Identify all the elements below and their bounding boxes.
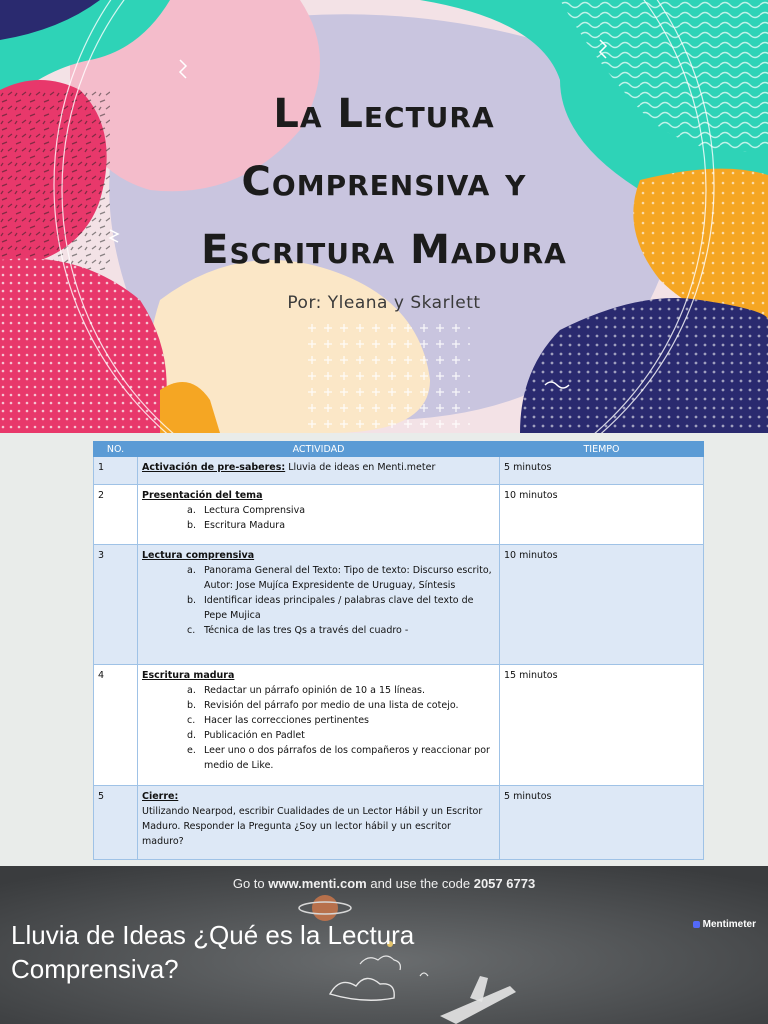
step-marker: e. [187,745,196,756]
step-text: Identificar ideas principales / palabras clave del texto de Pepe Mujica [204,595,474,621]
step-text: Lectura Comprensiva [204,505,306,516]
step-text: Leer uno o dos párrafos de los compañeros y reaccionar por medio de Like. [204,745,490,771]
activity-step [187,518,495,533]
activity-steps [142,683,495,773]
step-text: Redactar un párrafo opinión de 10 a 15 líneas. [204,685,426,696]
mentimeter-brand [693,919,756,930]
row-number: 1 [94,457,138,485]
activity-step [187,698,495,713]
step-marker: b. [187,595,197,606]
row-time: 15 minutos [500,665,704,786]
activity-step [187,563,495,593]
mentimeter-brand-label: Mentimeter [702,919,756,930]
activity-step [187,728,495,743]
title-line-1: La Lectura [273,91,495,137]
row-time: 5 minutos [500,786,704,860]
row-number: 2 [94,485,138,545]
step-marker: a. [187,505,196,516]
row-number: 4 [94,665,138,786]
menti-url-link[interactable]: www.menti.com [268,876,367,891]
row-activity [138,457,500,485]
step-text: Publicación en Padlet [204,730,305,741]
row-time: 10 minutos [500,545,704,665]
goto-middle: and use the code [366,876,474,891]
lesson-plan-table [93,441,704,860]
row-time: 5 minutos [500,457,704,485]
row-number: 5 [94,786,138,860]
activity-step [187,503,495,518]
step-text: Hacer las correcciones pertinentes [204,715,369,726]
join-instructions [0,876,768,891]
activity-title: Lectura comprensiva [142,550,255,561]
step-marker: c. [187,715,196,726]
table-row [94,485,704,545]
activity-title: Activación de pre-saberes: [142,462,286,473]
activity-steps [142,503,495,533]
activity-step [187,683,495,698]
row-number: 3 [94,545,138,665]
title-line-3: Escritura Madura [201,227,567,273]
mentimeter-logo-icon [693,921,700,928]
step-text: Escritura Madura [204,520,286,531]
activity-title: Cierre: [142,791,179,802]
step-marker: a. [187,685,196,696]
activity-text: Lluvia de ideas en Menti.meter [285,462,436,473]
row-time: 10 minutos [500,485,704,545]
mentimeter-slide [0,866,768,1024]
activity-step [187,623,495,638]
step-text: Técnica de las tres Qs a través del cuadro - [204,625,409,636]
header-tiempo: TIEMPO [500,442,704,457]
step-marker: d. [187,730,197,741]
table-row [94,665,704,786]
table-body [94,457,704,860]
activity-steps [142,563,495,638]
table-row [94,457,704,485]
step-marker: a. [187,565,196,576]
step-text: Panorama General del Texto: Tipo de texto: Discurso escrito, Autor: Jose Mujíca Expresidente de Uruguay, Síntesis [204,565,492,591]
lesson-plan-slide [0,433,768,866]
row-activity [138,545,500,665]
slide-title [0,80,768,284]
activity-step [187,713,495,728]
step-text: Revisión del párrafo por medio de una lista de cotejo. [204,700,459,711]
goto-prefix: Go to [232,876,269,891]
menti-code: 2057 6773 [473,876,536,891]
activity-title: Presentación del tema [142,490,263,501]
activity-step [187,743,495,773]
table-header-row [94,442,704,457]
row-activity [138,485,500,545]
table-row [94,545,704,665]
table-row [94,786,704,860]
activity-text: Utilizando Nearpod, escribir Cualidades de un Lector Hábil y un Escritor Maduro. Responder la Pregunta ¿Soy un lector hábil y un escritor maduro? [142,806,483,847]
row-activity [138,786,500,860]
step-marker: c. [187,625,196,636]
header-no: NO. [94,442,138,457]
header-actividad: ACTIVIDAD [138,442,500,457]
menti-question: Lluvia de Ideas ¿Qué es la Lectura Comprensiva? [11,920,415,984]
activity-step [187,593,495,623]
slide-subtitle: Por: Yleana y Skarlett [287,293,481,313]
row-activity [138,665,500,786]
title-line-2: Comprensiva y [241,159,527,205]
activity-title: Escritura madura [142,670,235,681]
step-marker: b. [187,520,197,531]
step-marker: b. [187,700,197,711]
title-slide [0,0,768,433]
